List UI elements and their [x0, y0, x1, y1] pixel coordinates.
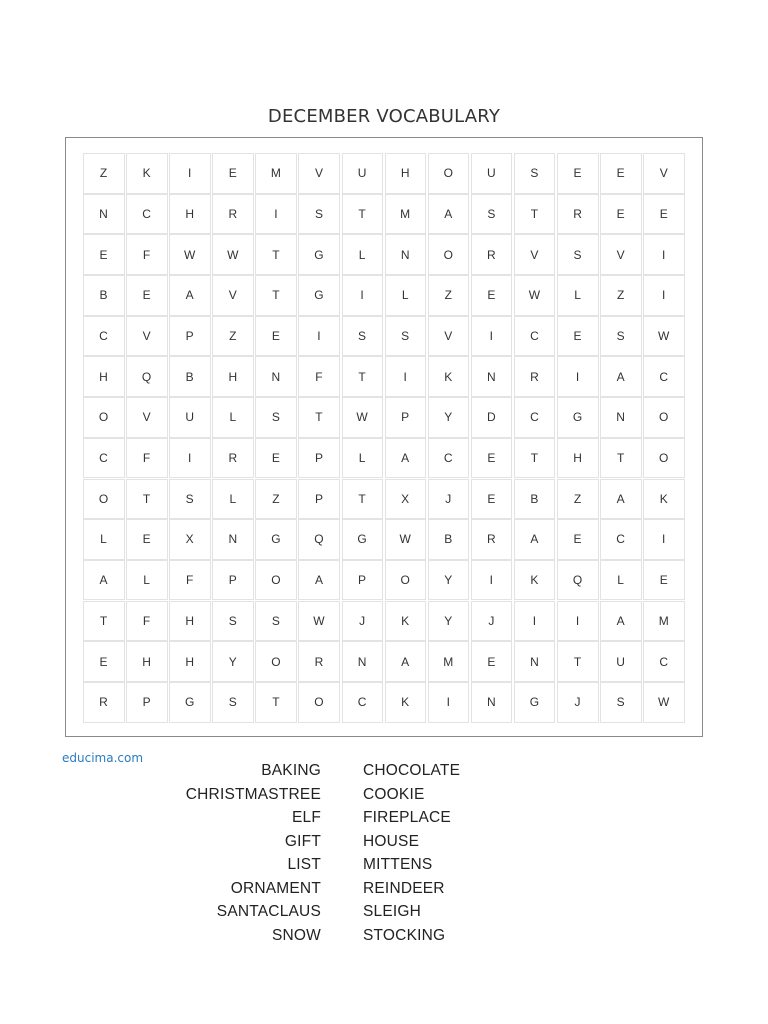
grid-cell[interactable]: L: [212, 479, 254, 520]
grid-cell[interactable]: W: [514, 275, 556, 316]
grid-cell[interactable]: E: [471, 275, 513, 316]
word-list-item: SLEIGH: [363, 903, 422, 920]
grid-cell[interactable]: O: [83, 397, 125, 438]
grid-cell[interactable]: I: [514, 601, 556, 642]
grid-cell[interactable]: B: [428, 519, 470, 560]
grid-cell[interactable]: J: [557, 682, 599, 723]
letter-grid: [83, 153, 685, 723]
grid-cell[interactable]: U: [342, 153, 384, 194]
grid-cell[interactable]: E: [643, 194, 685, 235]
grid-cell[interactable]: Z: [600, 275, 642, 316]
grid-cell[interactable]: K: [385, 682, 427, 723]
grid-cell[interactable]: D: [471, 397, 513, 438]
grid-cell[interactable]: B: [514, 479, 556, 520]
grid-cell[interactable]: E: [557, 153, 599, 194]
grid-cell[interactable]: Z: [83, 153, 125, 194]
grid-cell[interactable]: I: [471, 316, 513, 357]
grid-cell[interactable]: Z: [428, 275, 470, 316]
word-list-item: HOUSE: [363, 832, 420, 850]
grid-cell[interactable]: N: [471, 682, 513, 723]
grid-cell[interactable]: T: [255, 275, 297, 316]
grid-cell[interactable]: G: [298, 234, 340, 275]
grid-cell[interactable]: E: [83, 234, 125, 275]
grid-cell[interactable]: E: [255, 316, 297, 357]
grid-cell[interactable]: F: [126, 234, 168, 275]
grid-cell[interactable]: S: [342, 316, 384, 357]
grid-cell[interactable]: E: [600, 153, 642, 194]
grid-cell[interactable]: I: [557, 356, 599, 397]
grid-cell[interactable]: O: [428, 153, 470, 194]
grid-cell[interactable]: I: [385, 356, 427, 397]
grid-cell[interactable]: P: [298, 479, 340, 520]
grid-cell[interactable]: V: [126, 316, 168, 357]
grid-cell[interactable]: H: [385, 153, 427, 194]
page-title: DECEMBER VOCABULARY: [267, 106, 501, 127]
grid-cell[interactable]: O: [298, 682, 340, 723]
grid-cell[interactable]: R: [471, 234, 513, 275]
grid-cell[interactable]: T: [600, 438, 642, 479]
grid-cell[interactable]: S: [385, 316, 427, 357]
grid-cell[interactable]: V: [514, 234, 556, 275]
grid-cell[interactable]: T: [514, 438, 556, 479]
grid-cell[interactable]: A: [600, 601, 642, 642]
grid-cell[interactable]: T: [255, 682, 297, 723]
grid-cell[interactable]: E: [471, 438, 513, 479]
grid-cell[interactable]: Y: [428, 560, 470, 601]
grid-cell[interactable]: S: [600, 682, 642, 723]
grid-cell[interactable]: A: [385, 641, 427, 682]
word-list-item: ORNAMENT: [230, 879, 321, 897]
word-list-item: CHRISTMASTREE: [185, 785, 321, 803]
grid-cell[interactable]: N: [212, 519, 254, 560]
grid-cell[interactable]: I: [643, 234, 685, 275]
grid-cell[interactable]: E: [255, 438, 297, 479]
grid-cell[interactable]: L: [342, 438, 384, 479]
grid-cell[interactable]: T: [514, 194, 556, 235]
grid-cell[interactable]: H: [83, 356, 125, 397]
grid-cell[interactable]: O: [643, 397, 685, 438]
grid-cell[interactable]: R: [212, 438, 254, 479]
grid-cell[interactable]: V: [298, 153, 340, 194]
grid-cell[interactable]: L: [126, 560, 168, 601]
grid-cell[interactable]: S: [255, 601, 297, 642]
grid-cell[interactable]: C: [83, 438, 125, 479]
grid-cell[interactable]: L: [385, 275, 427, 316]
grid-cell[interactable]: E: [83, 641, 125, 682]
grid-cell[interactable]: T: [342, 194, 384, 235]
grid-cell[interactable]: V: [600, 234, 642, 275]
grid-cell[interactable]: J: [342, 601, 384, 642]
grid-cell[interactable]: H: [126, 641, 168, 682]
grid-cell[interactable]: E: [126, 519, 168, 560]
grid-cell[interactable]: U: [600, 641, 642, 682]
word-list-item: LIST: [287, 856, 321, 873]
source-link[interactable]: educima.com: [62, 751, 144, 765]
grid-cell[interactable]: L: [342, 234, 384, 275]
grid-cell[interactable]: G: [557, 397, 599, 438]
grid-cell[interactable]: C: [126, 194, 168, 235]
grid-cell[interactable]: V: [212, 275, 254, 316]
grid-cell[interactable]: S: [557, 234, 599, 275]
grid-cell[interactable]: O: [255, 641, 297, 682]
word-list-item: SANTACLAUS: [216, 903, 321, 920]
grid-cell[interactable]: M: [385, 194, 427, 235]
grid-cell[interactable]: T: [255, 234, 297, 275]
grid-cell[interactable]: C: [643, 356, 685, 397]
grid-cell[interactable]: N: [385, 234, 427, 275]
grid-cell[interactable]: F: [126, 601, 168, 642]
word-list-item: BAKING: [261, 762, 321, 779]
grid-cell[interactable]: W: [169, 234, 211, 275]
grid-cell[interactable]: H: [169, 194, 211, 235]
grid-cell[interactable]: C: [428, 438, 470, 479]
grid-cell[interactable]: I: [169, 153, 211, 194]
grid-cell[interactable]: O: [428, 234, 470, 275]
grid-cell[interactable]: I: [557, 601, 599, 642]
grid-cell[interactable]: P: [385, 397, 427, 438]
grid-cell[interactable]: I: [298, 316, 340, 357]
grid-cell[interactable]: W: [643, 316, 685, 357]
grid-cell[interactable]: Q: [126, 356, 168, 397]
word-list-item: MITTENS: [363, 856, 433, 873]
grid-cell[interactable]: Z: [557, 479, 599, 520]
grid-cell[interactable]: V: [428, 316, 470, 357]
grid-cell[interactable]: F: [169, 560, 211, 601]
grid-cell[interactable]: E: [643, 560, 685, 601]
grid-cell[interactable]: R: [471, 519, 513, 560]
grid-cell[interactable]: N: [342, 641, 384, 682]
grid-cell[interactable]: A: [600, 356, 642, 397]
grid-cell[interactable]: V: [126, 397, 168, 438]
grid-cell[interactable]: Y: [428, 601, 470, 642]
grid-cell[interactable]: N: [471, 356, 513, 397]
grid-cell[interactable]: L: [212, 397, 254, 438]
grid-cell[interactable]: S: [212, 601, 254, 642]
grid-cell[interactable]: C: [600, 519, 642, 560]
grid-cell[interactable]: I: [342, 275, 384, 316]
grid-cell[interactable]: R: [83, 682, 125, 723]
grid-cell[interactable]: M: [428, 641, 470, 682]
word-list-item: CHOCOLATE: [363, 762, 461, 779]
grid-cell[interactable]: E: [557, 316, 599, 357]
grid-cell[interactable]: I: [169, 438, 211, 479]
grid-cell[interactable]: P: [126, 682, 168, 723]
grid-cell[interactable]: I: [428, 682, 470, 723]
grid-cell[interactable]: A: [385, 438, 427, 479]
grid-cell[interactable]: W: [298, 601, 340, 642]
grid-cell[interactable]: I: [643, 519, 685, 560]
grid-cell[interactable]: G: [298, 275, 340, 316]
grid-cell[interactable]: N: [255, 356, 297, 397]
grid-cell[interactable]: G: [169, 682, 211, 723]
grid-cell[interactable]: Y: [212, 641, 254, 682]
grid-cell[interactable]: J: [428, 479, 470, 520]
grid-cell[interactable]: O: [643, 438, 685, 479]
grid-cell[interactable]: K: [385, 601, 427, 642]
grid-cell[interactable]: P: [212, 560, 254, 601]
grid-cell[interactable]: C: [643, 641, 685, 682]
grid-cell[interactable]: Z: [255, 479, 297, 520]
grid-cell[interactable]: I: [471, 560, 513, 601]
grid-cell[interactable]: C: [83, 316, 125, 357]
grid-cell[interactable]: P: [298, 438, 340, 479]
grid-cell[interactable]: S: [471, 194, 513, 235]
grid-cell[interactable]: N: [83, 194, 125, 235]
grid-cell[interactable]: Q: [298, 519, 340, 560]
grid-cell[interactable]: L: [600, 560, 642, 601]
grid-cell[interactable]: I: [643, 275, 685, 316]
grid-cell[interactable]: B: [169, 356, 211, 397]
grid-cell[interactable]: T: [298, 397, 340, 438]
grid-cell[interactable]: W: [385, 519, 427, 560]
grid-cell[interactable]: X: [385, 479, 427, 520]
grid-cell[interactable]: U: [471, 153, 513, 194]
grid-cell[interactable]: A: [298, 560, 340, 601]
grid-cell[interactable]: B: [83, 275, 125, 316]
grid-cell[interactable]: W: [342, 397, 384, 438]
grid-cell[interactable]: J: [471, 601, 513, 642]
grid-cell[interactable]: S: [298, 194, 340, 235]
grid-cell[interactable]: P: [342, 560, 384, 601]
word-list-item: STOCKING: [363, 926, 446, 944]
word-list-item: FIREPLACE: [363, 809, 451, 826]
word-list-left: [120, 759, 321, 947]
grid-cell[interactable]: C: [514, 397, 556, 438]
grid-cell[interactable]: F: [298, 356, 340, 397]
grid-cell[interactable]: E: [600, 194, 642, 235]
grid-cell[interactable]: V: [643, 153, 685, 194]
grid-cell[interactable]: N: [514, 641, 556, 682]
grid-cell[interactable]: Q: [557, 560, 599, 601]
grid-cell[interactable]: T: [126, 479, 168, 520]
grid-cell[interactable]: A: [428, 194, 470, 235]
grid-cell[interactable]: H: [557, 438, 599, 479]
grid-cell[interactable]: R: [514, 356, 556, 397]
grid-cell[interactable]: W: [212, 234, 254, 275]
grid-cell[interactable]: K: [514, 560, 556, 601]
grid-cell[interactable]: P: [169, 316, 211, 357]
grid-cell[interactable]: K: [643, 479, 685, 520]
grid-cell[interactable]: E: [212, 153, 254, 194]
grid-cell[interactable]: A: [169, 275, 211, 316]
grid-cell[interactable]: U: [169, 397, 211, 438]
grid-cell[interactable]: R: [557, 194, 599, 235]
grid-cell[interactable]: I: [255, 194, 297, 235]
grid-cell[interactable]: M: [643, 601, 685, 642]
grid-cell[interactable]: C: [342, 682, 384, 723]
grid-cell[interactable]: Z: [212, 316, 254, 357]
grid-cell[interactable]: X: [169, 519, 211, 560]
grid-cell[interactable]: L: [83, 519, 125, 560]
grid-cell[interactable]: E: [557, 519, 599, 560]
grid-cell[interactable]: E: [471, 479, 513, 520]
grid-cell[interactable]: H: [169, 601, 211, 642]
grid-cell[interactable]: S: [600, 316, 642, 357]
word-list-item: ELF: [291, 809, 321, 826]
grid-cell[interactable]: W: [643, 682, 685, 723]
grid-cell[interactable]: S: [169, 479, 211, 520]
grid-cell[interactable]: T: [557, 641, 599, 682]
word-list-right: [363, 759, 563, 947]
grid-cell[interactable]: S: [514, 153, 556, 194]
grid-cell[interactable]: G: [342, 519, 384, 560]
grid-cell[interactable]: S: [255, 397, 297, 438]
grid-cell[interactable]: F: [126, 438, 168, 479]
grid-cell[interactable]: E: [126, 275, 168, 316]
grid-cell[interactable]: R: [298, 641, 340, 682]
grid-cell[interactable]: K: [428, 356, 470, 397]
grid-cell[interactable]: S: [212, 682, 254, 723]
grid-cell[interactable]: G: [514, 682, 556, 723]
grid-cell[interactable]: K: [126, 153, 168, 194]
grid-cell[interactable]: H: [212, 356, 254, 397]
grid-cell[interactable]: E: [471, 641, 513, 682]
word-list-item: COOKIE: [363, 785, 425, 803]
grid-cell[interactable]: M: [255, 153, 297, 194]
grid-cell[interactable]: A: [514, 519, 556, 560]
grid-cell[interactable]: O: [385, 560, 427, 601]
grid-cell[interactable]: R: [212, 194, 254, 235]
grid-cell[interactable]: A: [83, 560, 125, 601]
grid-cell[interactable]: Y: [428, 397, 470, 438]
word-list-item: GIFT: [284, 832, 321, 850]
grid-cell[interactable]: T: [83, 601, 125, 642]
word-list-item: REINDEER: [363, 879, 445, 897]
grid-cell[interactable]: O: [255, 560, 297, 601]
grid-cell[interactable]: T: [342, 479, 384, 520]
grid-cell[interactable]: H: [169, 641, 211, 682]
grid-cell[interactable]: L: [557, 275, 599, 316]
grid-cell[interactable]: G: [255, 519, 297, 560]
word-list-item: SNOW: [271, 926, 321, 944]
grid-cell[interactable]: O: [83, 479, 125, 520]
grid-cell[interactable]: T: [342, 356, 384, 397]
grid-cell[interactable]: A: [600, 479, 642, 520]
grid-cell[interactable]: N: [600, 397, 642, 438]
grid-cell[interactable]: C: [514, 316, 556, 357]
